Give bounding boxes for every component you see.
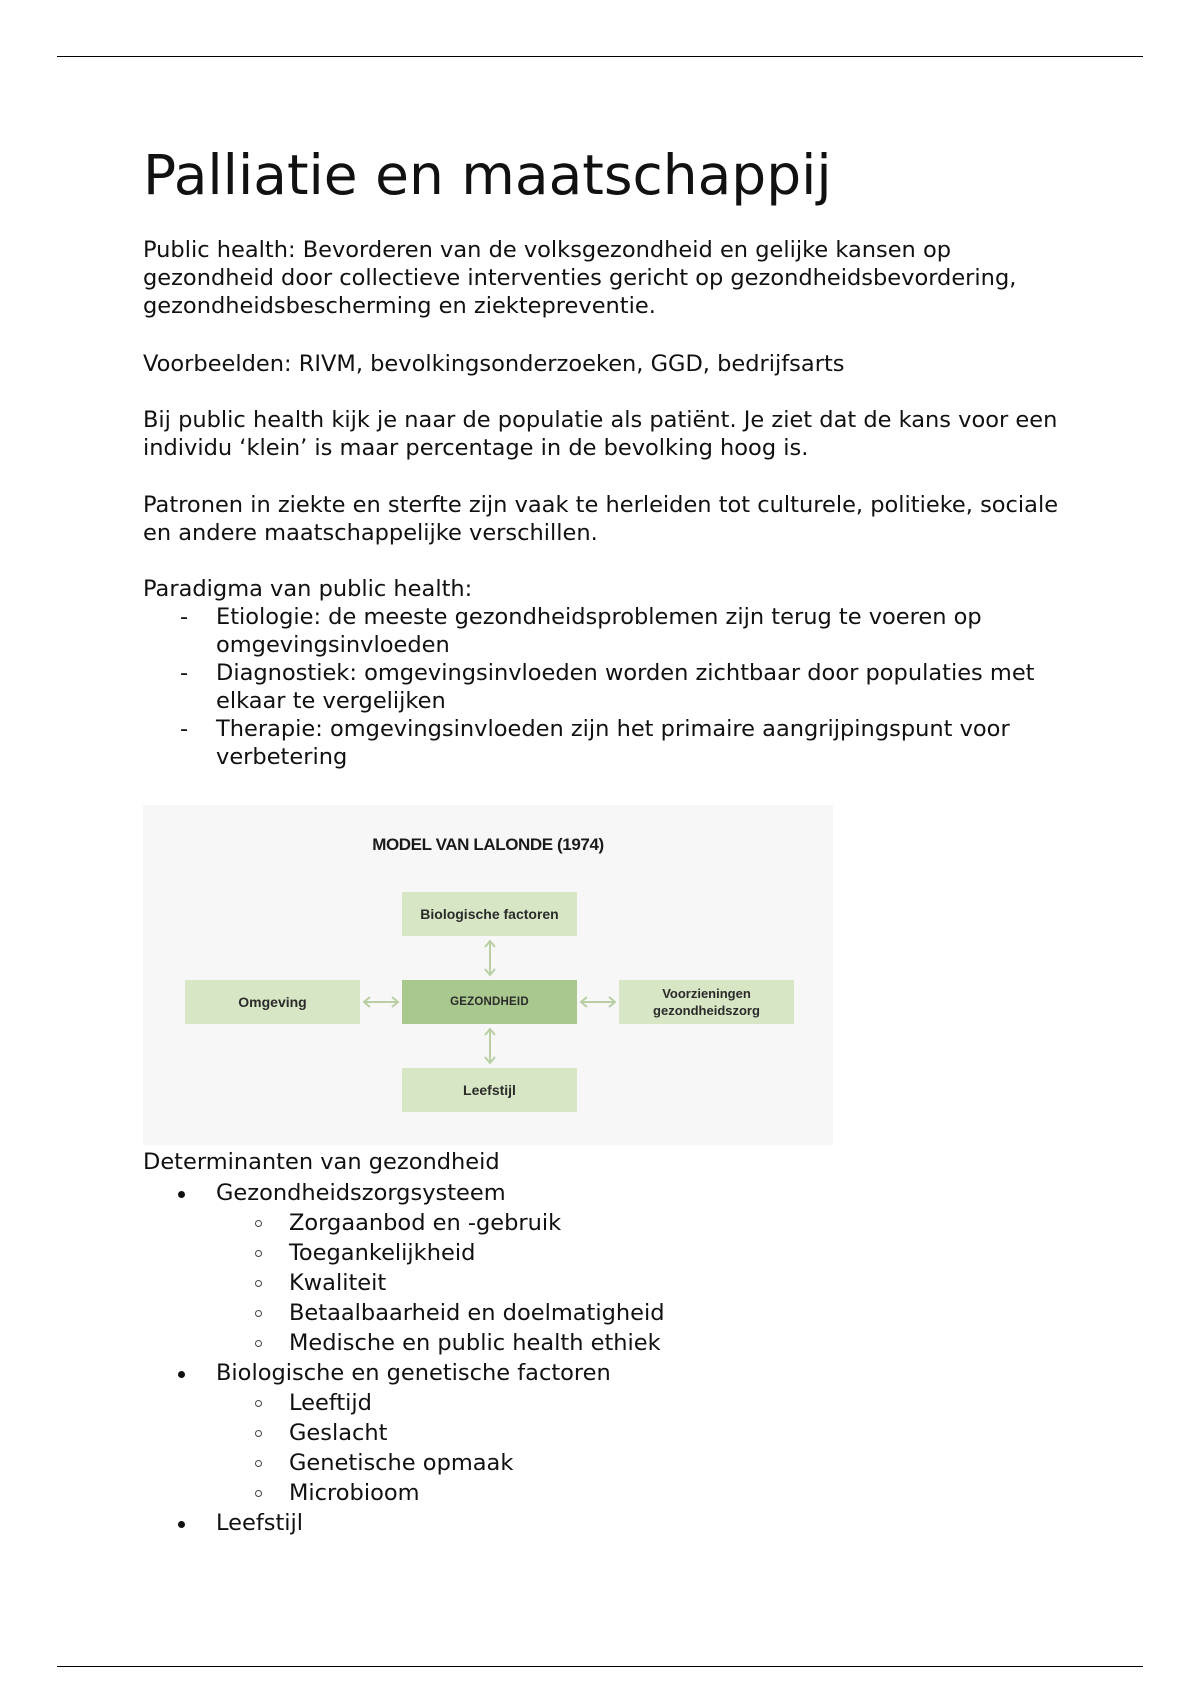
public-health-definition: Public health: Bevorderen van de volksgezondheid en gelijke kansen op gezondheid door collectieve interventies gericht op gezondheidsbevordering, gezondheidsbescherming en ziektepreventie. xyxy=(143,237,1017,319)
figure-title: MODEL VAN LALONDE (1974) xyxy=(372,835,604,854)
list-item: Leeftijd xyxy=(216,1388,1063,1418)
determinants-heading: Determinanten van gezondheid xyxy=(143,1149,500,1175)
circle-bullet-icon xyxy=(255,1430,262,1437)
circle-bullet-icon xyxy=(255,1250,262,1257)
circle-bullet-icon xyxy=(255,1310,262,1317)
bullet-icon xyxy=(178,1191,185,1198)
population-paragraph: Bij public health kijk je naar de populatie als patiënt. Je ziet dat de kans voor een individu ‘klein’ is maar percentage in de bevolking hoog is. xyxy=(143,407,1058,461)
dash-marker: - xyxy=(180,660,189,686)
examples-paragraph: Voorbeelden: RIVM, bevolkingsonderzoeken, GGD, bedrijfsarts xyxy=(143,351,845,377)
list-item: - Diagnostiek: omgevingsinvloeden worden zichtbaar door populaties met elkaar te vergelijken xyxy=(180,660,1035,714)
circle-bullet-icon xyxy=(255,1340,262,1347)
double-arrows-icon xyxy=(143,805,833,1145)
list-item: Betaalbaarheid en doelmatigheid xyxy=(216,1298,1063,1328)
circle-bullet-icon xyxy=(255,1280,262,1287)
paradigm-list xyxy=(143,603,1063,771)
determinant-sublist xyxy=(216,1208,1063,1358)
box-biologische-factoren: Biologische factoren xyxy=(402,892,577,936)
lalonde-model-figure xyxy=(143,805,833,1145)
list-item: - Etiologie: de meeste gezondheidsproblemen zijn terug te voeren op omgevingsinvloeden xyxy=(180,604,982,658)
circle-bullet-icon xyxy=(255,1220,262,1227)
list-item: - Therapie: omgevingsinvloeden zijn het primaire aangrijpingspunt voor verbetering xyxy=(180,716,1010,770)
bullet-icon xyxy=(178,1371,185,1378)
paradigm-intro: Paradigma van public health: xyxy=(143,576,473,602)
list-item: Microbioom xyxy=(216,1478,1063,1508)
determinant-group: Biologische en genetische factoren Leeftijd Geslacht Genetische opmaak Microbioom xyxy=(143,1358,1063,1508)
list-item: Kwaliteit xyxy=(216,1268,1063,1298)
patterns-paragraph: Patronen in ziekte en sterfte zijn vaak te herleiden tot culturele, politieke, sociale en andere maatschappelijke verschillen. xyxy=(143,492,1059,546)
list-item: Zorgaanbod en -gebruik xyxy=(216,1208,1063,1238)
circle-bullet-icon xyxy=(255,1490,262,1497)
circle-bullet-icon xyxy=(255,1400,262,1407)
box-gezondheid: GEZONDHEID xyxy=(402,980,577,1024)
determinants-list xyxy=(143,1178,1063,1538)
list-item: Genetische opmaak xyxy=(216,1448,1063,1478)
circle-bullet-icon xyxy=(255,1460,262,1467)
list-item: Medische en public health ethiek xyxy=(216,1328,1063,1358)
box-omgeving: Omgeving xyxy=(185,980,360,1024)
dash-marker: - xyxy=(180,716,189,742)
determinant-sublist xyxy=(216,1388,1063,1508)
top-rule xyxy=(57,56,1143,57)
list-item: Geslacht xyxy=(216,1418,1063,1448)
bullet-icon xyxy=(178,1521,185,1528)
list-item: Toegankelijkheid xyxy=(216,1238,1063,1268)
box-voorzieningen-gezondheidszorg: Voorzieningen gezondheidszorg xyxy=(619,980,794,1024)
bottom-rule xyxy=(57,1666,1143,1667)
dash-marker: - xyxy=(180,604,189,630)
page-title: Palliatie en maatschappij xyxy=(143,143,832,207)
determinant-group: Leefstijl xyxy=(143,1508,1063,1538)
box-leefstijl: Leefstijl xyxy=(402,1068,577,1112)
determinant-group: Gezondheidszorgsysteem Zorgaanbod en -gebruik Toegankelijkheid Kwaliteit Betaalbaarheid en doelmatigheid Medische en public health ethiek xyxy=(143,1178,1063,1358)
